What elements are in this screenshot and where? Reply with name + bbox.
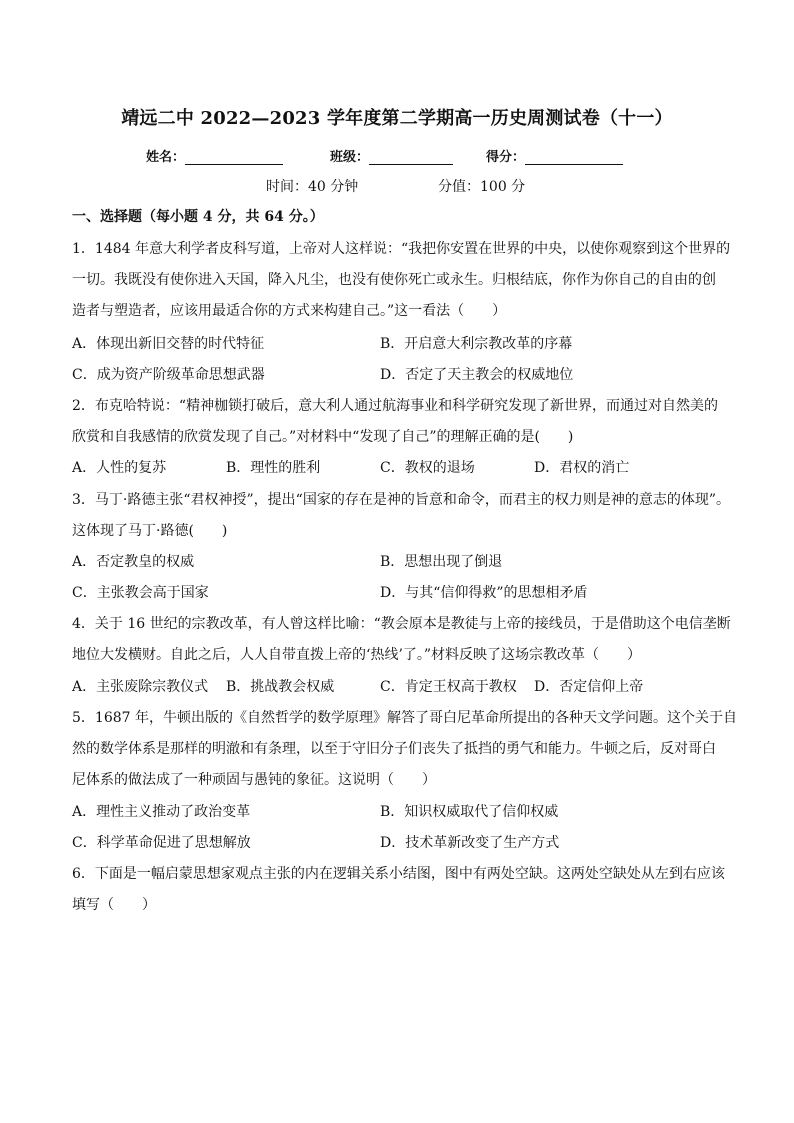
question-2-option-a[interactable]: A．人性的复苏 (72, 460, 167, 476)
question-5-line-1: 5．1687 年，牛顿出版的《自然哲学的数学原理》解答了哥白尼革命所提出的各种天文学问题。这个关于自 (72, 710, 737, 726)
score-label: 得分： (486, 150, 526, 165)
question-4-line-2: 地位大发横财。自此之后，人人自带直拨上帝的‘热线’了。”材料反映了这场宗教改革（ ） (72, 647, 642, 663)
score-field[interactable] (486, 146, 623, 165)
question-1-option-d[interactable]: D．否定了天主教会的权威地位 (380, 367, 574, 383)
question-4-option-b[interactable]: B．挑战教会权威 (226, 679, 335, 695)
question-3-option-b[interactable]: B．思想出现了倒退 (380, 554, 503, 570)
question-5-line-3: 尼体系的做法成了一种顽固与愚钝的象征。这说明（ ） (72, 772, 436, 788)
question-2-option-b[interactable]: B．理性的胜利 (226, 460, 321, 476)
name-label: 姓名： (146, 150, 186, 165)
question-1-option-c[interactable]: C．成为资产阶级革命思想武器 (72, 367, 265, 383)
question-1-line-1: 1．1484 年意大利学者皮科写道，上帝对人这样说：“我把你安置在世界的中央，以使你观察到这个世界的 (72, 241, 731, 257)
question-2-line-2: 欣赏和自我感情的欣赏发现了自己。”对材料中“发现了自己”的理解正确的是( ) (72, 429, 574, 445)
question-5-option-b[interactable]: B．知识权威取代了信仰权威 (380, 804, 559, 820)
question-5-line-2: 然的数学体系是那样的明澈和有条理，以至于守旧分子们丧失了抵挡的勇气和能力。牛顿之后，反对哥白 (72, 741, 716, 757)
score-blank[interactable] (525, 150, 623, 165)
question-1-option-b[interactable]: B．开启意大利宗教改革的序幕 (380, 336, 573, 352)
class-label: 班级： (330, 150, 370, 165)
question-5-option-d[interactable]: D．技术革新改变了生产方式 (380, 835, 560, 851)
question-4-option-a[interactable]: A．主张废除宗教仪式 (72, 679, 209, 695)
question-3-option-d[interactable]: D．与其“信仰得救”的思想相矛盾 (380, 585, 588, 601)
question-2-option-d[interactable]: D．君权的消亡 (534, 460, 630, 476)
question-5-option-c[interactable]: C．科学革命促进了思想解放 (72, 835, 251, 851)
question-2-line-1: 2．布克哈特说：“精神枷锁打破后，意大利人通过航海事业和科学研究发现了新世界，而通过对自然美的 (72, 398, 719, 414)
question-6-line-1: 6．下面是一幅启蒙思想家观点主张的内在逻辑关系小结图，图中有两处空缺。这两处空缺处从左到右应该 (72, 866, 725, 882)
question-6-line-2: 填写（ ） (72, 897, 156, 913)
question-2-option-c[interactable]: C．教权的退场 (380, 460, 475, 476)
name-field[interactable] (146, 146, 283, 165)
question-1-line-3: 造者与塑造者，应该用最适合你的方式来构建自己。”这一看法（ ） (72, 303, 507, 319)
section-title: 一、选择题（每小题 4 分，共 64 分。） (72, 209, 324, 225)
class-blank[interactable] (369, 150, 453, 165)
question-1-line-2: 一切。我既没有使你进入天国，降入凡尘，也没有使你死亡或永生。归根结底，你作为你自己的自由的创 (72, 272, 716, 288)
question-3-option-c[interactable]: C．主张教会高于国家 (72, 585, 209, 601)
exam-points: 分值：100 分 (438, 179, 526, 195)
question-4-option-c[interactable]: C．肯定王权高于教权 (380, 679, 517, 695)
question-3-option-a[interactable]: A．否定教皇的权威 (72, 554, 195, 570)
question-4-line-1: 4．关于 16 世纪的宗教改革，有人曾这样比喻：“教会原本是教徒与上帝的接线员，于是借助这个电信垄断 (72, 616, 731, 632)
question-4-option-d[interactable]: D．否定信仰上帝 (534, 679, 644, 695)
name-blank[interactable] (185, 150, 283, 165)
question-3-line-1: 3．马丁·路德主张“君权神授”，提出“国家的存在是神的旨意和命令，而君主的权力则是神的意志的体现”。 (72, 492, 730, 508)
question-5-option-a[interactable]: A．理性主义推动了政治变革 (72, 804, 251, 820)
exam-time: 时间：40 分钟 (266, 179, 359, 195)
class-field[interactable] (330, 146, 453, 165)
question-3-line-2: 这体现了马丁·路德( ) (72, 523, 228, 539)
question-1-option-a[interactable]: A．体现出新旧交替的时代特征 (72, 336, 265, 352)
exam-title: 靖远二中 2022—2023 学年度第二学期高一历史周测试卷（十一） (121, 108, 673, 129)
